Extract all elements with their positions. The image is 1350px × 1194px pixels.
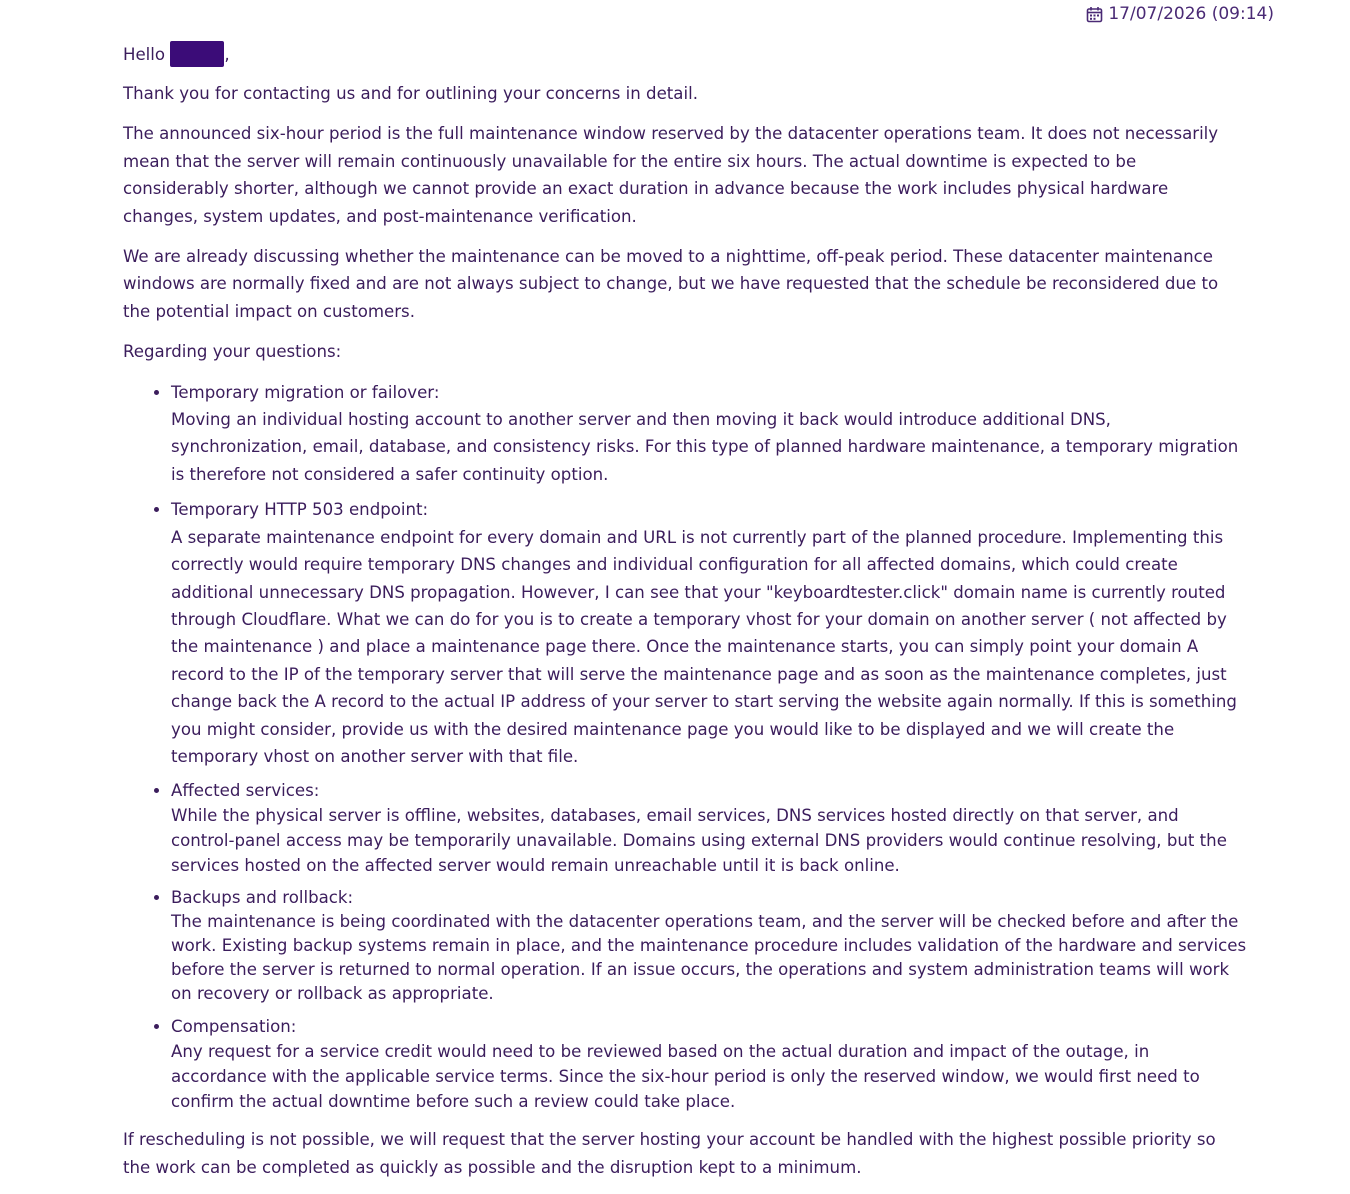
timestamp-text: 17/07/2026 (09:14) bbox=[1108, 4, 1274, 24]
question-title: • Affected services: bbox=[171, 781, 320, 801]
question-answer: While the physical server is offline, websites, databases, email services, DNS services hosted directly on that server, and control-panel access may be temporarily unavailable. Domains using external DNS providers would continue resolving, but the services hosted on the affected server would remain unreachable until it is back online. bbox=[171, 806, 1227, 876]
question-title: • Temporary migration or failover: bbox=[171, 382, 440, 402]
question-title: • Backups and rollback: bbox=[171, 888, 354, 908]
calendar-icon bbox=[1086, 6, 1103, 23]
reschedule-paragraph: We are already discussing whether the maintenance can be moved to a nighttime, off-peak period. These datacenter maintenance windows are normally fixed and are not always subject to change, but we have requested that the schedule be reconsidered due to the potential impact on customers. bbox=[123, 247, 1219, 321]
list-item bbox=[171, 496, 1247, 770]
list-item bbox=[171, 886, 1247, 1006]
questions-list bbox=[123, 379, 1247, 1115]
list-item bbox=[171, 1014, 1247, 1114]
question-answer: Any request for a service credit would need to be reviewed based on the actual duration and impact of the outage, in accordance with the applicable service terms. Since the six-hour period is only the reserved window, we would first need to confirm the actual downtime before such a review could take place. bbox=[171, 1042, 1200, 1112]
closing-paragraph: If rescheduling is not possible, we will request that the server hosting your account be handled with the highest possible priority so the work can be completed as quickly as possible and the disruption kept to a minimum. bbox=[123, 1130, 1216, 1177]
question-answer: A separate maintenance endpoint for every domain and URL is not currently part of the planned procedure. Implementing this correctly would require temporary DNS changes and individual configuration for all affected domains, which could create additional unnecessary DNS propagation. However, I can see that your "keyboardtester.click" domain name is currently routed through Cloudflare. What we can do for you is to create a temporary vhost for your domain on another server ( not affected by the maintenance ) and place a maintenance page there. Once the maintenance starts, you can simply point your domain A record to the IP of the temporary server that will serve the maintenance page and as soon as the maintenance completes, just change back the A record to the actual IP address of your server to start serving the website again normally. If this is something you might consider, provide us with the desired maintenance page you would like to be displayed and we will create the temporary vhost on another server with that file. bbox=[171, 527, 1237, 766]
questions-intro: Regarding your questions: bbox=[123, 342, 342, 362]
redacted-name bbox=[170, 41, 224, 67]
question-title: • Compensation: bbox=[171, 1017, 297, 1037]
question-title: • Temporary HTTP 503 endpoint: bbox=[171, 500, 429, 520]
question-answer: The maintenance is being coordinated with the datacenter operations team, and the server will be checked before and after the work. Existing backup systems remain in place, and the maintenance procedure includes validation of the hardware and services before the server is returned to normal operation. If an issue occurs, the operations and system administration teams will work on recovery or rollback as appropriate. bbox=[171, 912, 1247, 1004]
greeting-prefix: Hello bbox=[123, 45, 166, 64]
list-item bbox=[171, 778, 1247, 878]
maintenance-window-paragraph: The announced six-hour period is the full maintenance window reserved by the datacenter operations team. It does not necessarily mean that the server will remain continuously unavailable for the entire six hours. The actual downtime is expected to be considerably shorter, although we cannot provide an exact duration in advance because the work includes physical hardware changes, system updates, and post-maintenance verification. bbox=[123, 124, 1219, 226]
list-item bbox=[171, 379, 1247, 489]
greeting-suffix: , bbox=[224, 45, 230, 64]
question-answer: Moving an individual hosting account to another server and then moving it back would introduce additional DNS, synchronization, email, database, and consistency risks. For this type of planned hardware maintenance, a temporary migration is therefore not considered a safer continuity option. bbox=[171, 410, 1239, 484]
intro-paragraph: Thank you for contacting us and for outlining your concerns in detail. bbox=[123, 84, 698, 103]
message-body bbox=[123, 40, 1247, 1194]
message-timestamp bbox=[1086, 3, 1274, 25]
greeting bbox=[123, 40, 1247, 70]
